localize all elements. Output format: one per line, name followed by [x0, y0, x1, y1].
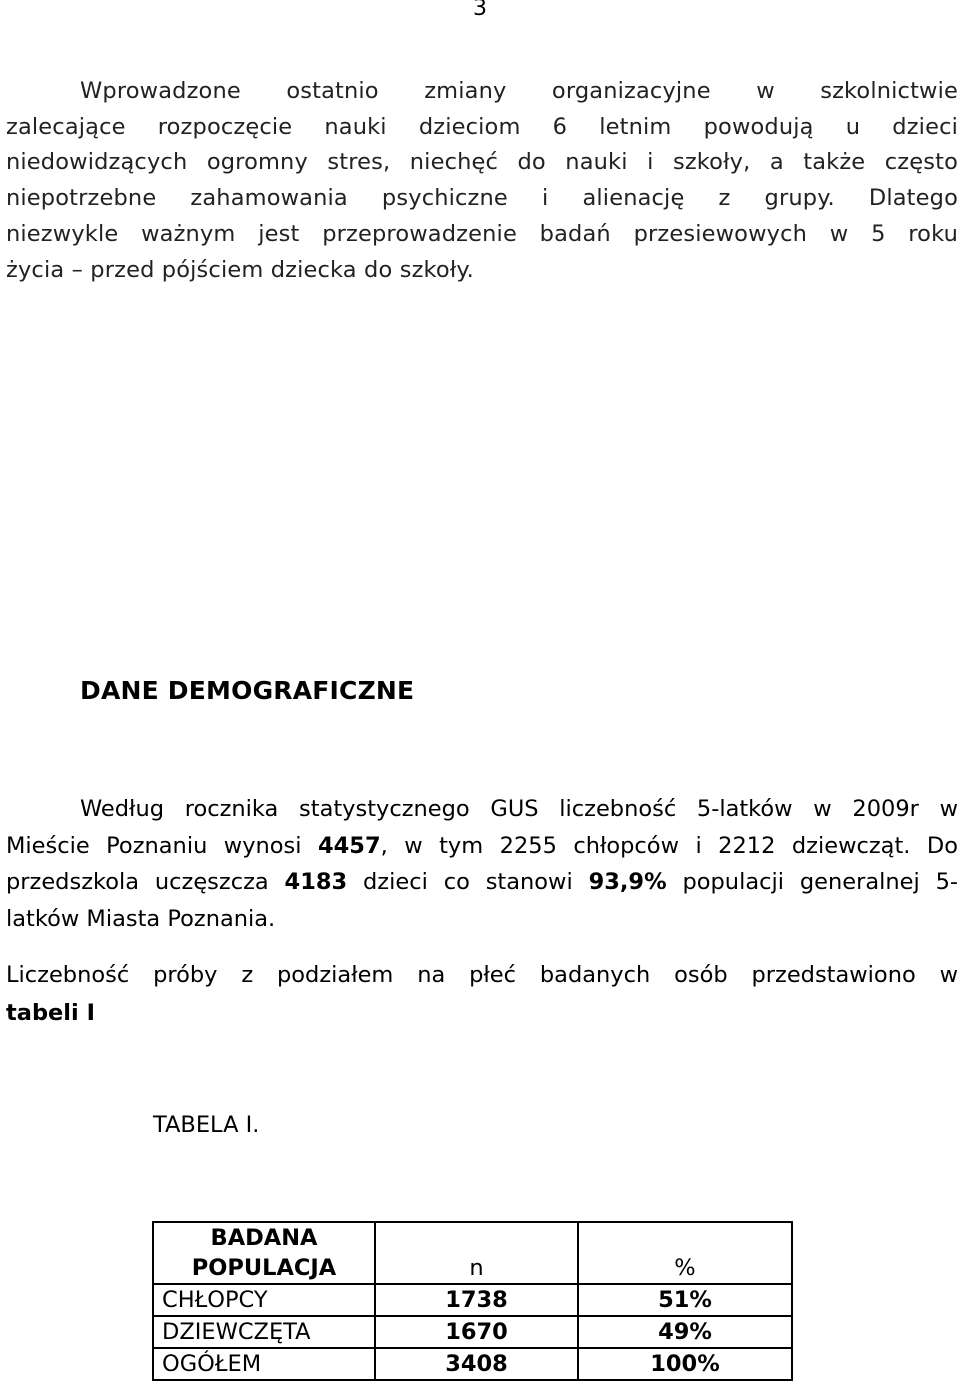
row-percent: 51% — [578, 1284, 792, 1316]
row-percent: 100% — [578, 1348, 792, 1380]
demographics-paragraph — [6, 791, 958, 937]
header-n: n — [375, 1222, 578, 1284]
row-percent: 49% — [578, 1316, 792, 1348]
demographics-line: latków Miasta Poznania. — [6, 905, 276, 932]
demographics-line: Według rocznika statystycznego GUS liczebność 5-latków w 2009r w — [80, 796, 958, 822]
row-n: 1738 — [375, 1284, 578, 1316]
table-row — [153, 1316, 792, 1348]
intro-line: niedowidzących ogromny stres, niechęć do nauki i szkoły, a także często — [6, 149, 958, 176]
table-reference: tabeli I — [6, 999, 95, 1026]
header-population — [153, 1222, 375, 1284]
demographics-line — [6, 828, 958, 865]
text-run: populacji generalnej 5- — [666, 869, 959, 895]
row-label: DZIEWCZĘTA — [153, 1316, 375, 1348]
intro-line: Wprowadzone ostatnio zmiany organizacyjne w szkolnictwie — [80, 78, 958, 104]
intro-line: niepotrzebne zahamowania psychiczne i alienację z grupy. Dlatego — [6, 185, 958, 212]
preschool-percent-value: 93,9% — [588, 869, 667, 895]
table-caption: TABELA I. — [153, 1112, 260, 1138]
header-percent: % — [578, 1222, 792, 1284]
section-heading: DANE DEMOGRAFICZNE — [80, 676, 415, 705]
intro-line: życia – przed pójściem dziecka do szkoły. — [6, 256, 474, 283]
preschool-count-value: 4183 — [284, 869, 348, 895]
text-run: przedszkola uczęszcza — [6, 869, 285, 895]
text-run: Mieście Poznaniu wynosi — [6, 832, 318, 859]
intro-line: niezwykle ważnym jest przeprowadzenie badań przesiewowych w 5 roku — [6, 220, 958, 247]
intro-line: zalecające rozpoczęcie nauki dzieciom 6 letnim powodują u dzieci — [6, 113, 958, 140]
row-n: 1670 — [375, 1316, 578, 1348]
row-label: OGÓŁEM — [153, 1348, 375, 1380]
header-population-line2: POPULACJA — [191, 1255, 337, 1281]
table-row — [153, 1348, 792, 1380]
intro-paragraph — [6, 74, 958, 288]
row-n: 3408 — [375, 1348, 578, 1380]
header-population-line1: BADANA — [210, 1225, 318, 1251]
table-row — [153, 1284, 792, 1316]
population-table — [152, 1221, 793, 1381]
sample-paragraph — [6, 957, 958, 1032]
total-population-value: 4457 — [317, 832, 381, 859]
page-number: 3 — [473, 0, 487, 21]
demographics-line — [6, 864, 958, 901]
sample-line: Liczebność próby z podziałem na płeć badanych osób przedstawiono w — [6, 962, 958, 988]
row-label: CHŁOPCY — [153, 1284, 375, 1316]
text-run: dzieci co stanowi — [347, 869, 589, 895]
text-run: , w tym 2255 chłopców i 2212 dziewcząt. Do — [380, 832, 958, 859]
table-header-row — [153, 1222, 792, 1284]
